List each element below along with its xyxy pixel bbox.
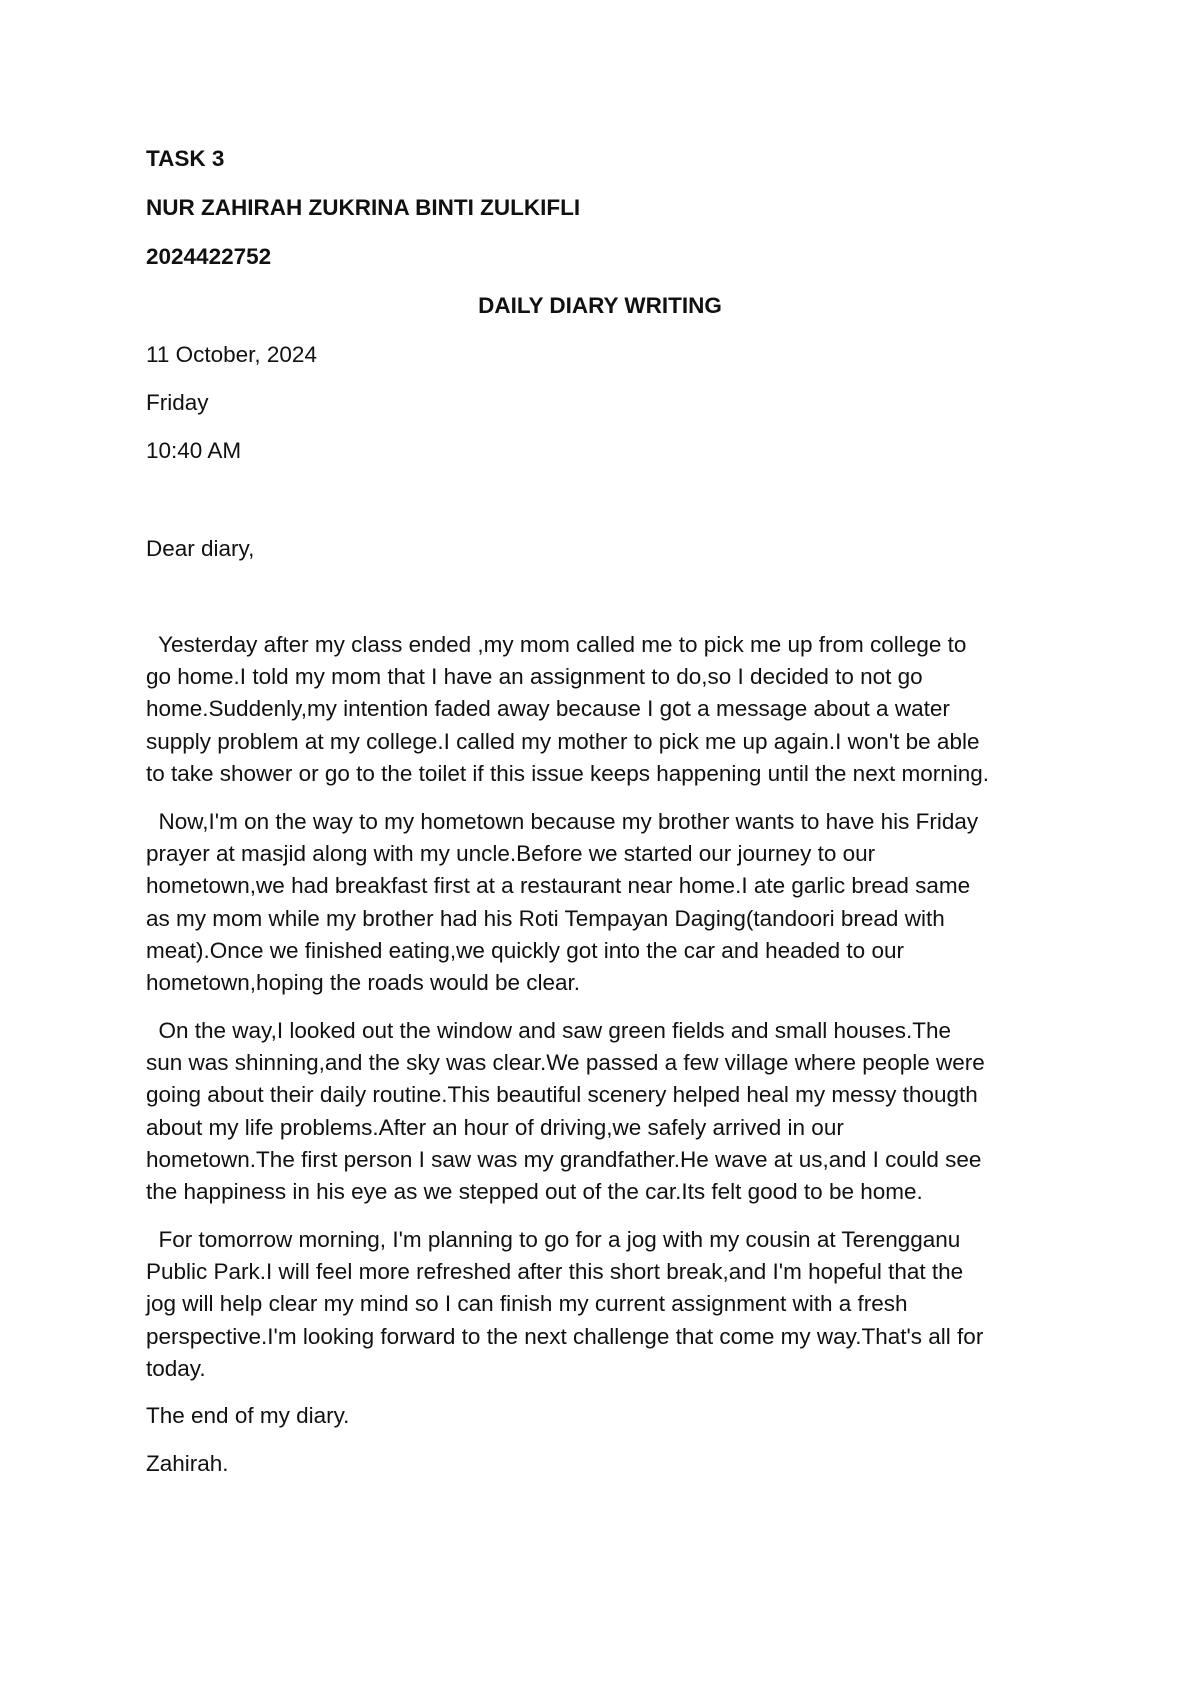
paragraph-line: perspective.I'm looking forward to the next challenge that come my way.That's all for [146, 1323, 984, 1349]
paragraph-line: go home.I told my mom that I have an assignment to do,so I decided to not go [146, 664, 923, 690]
paragraph-line: On the way,I looked out the window and saw green fields and small houses.The [146, 1018, 952, 1043]
paragraph-line: hometown.The first person I saw was my grandfather.He wave at us,and I could see [146, 1146, 982, 1172]
greeting: Dear diary, [146, 536, 255, 561]
paragraph-line: sun was shinning,and the sky was clear.We passed a few village where people were [146, 1050, 985, 1076]
paragraph-line: home.Suddenly,my intention faded away because I got a message about a water [146, 696, 950, 722]
paragraph-line: today. [146, 1355, 206, 1381]
entry-day: Friday [146, 390, 209, 415]
paragraph-line: jog will help clear my mind so I can finish my current assignment with a fresh [146, 1291, 908, 1317]
paragraph-line: as my mom while my brother had his Roti Tempayan Daging(tandoori bread with [146, 905, 945, 931]
entry-time: 10:40 AM [146, 438, 242, 463]
paragraph-line: supply problem at my college.I called my mother to pick me up again.I won't be able [146, 728, 980, 754]
paragraph-line: Now,I'm on the way to my hometown because my brother wants to have his Friday [146, 809, 979, 834]
paragraph-line: prayer at masjid along with my uncle.Before we started our journey to our [146, 841, 876, 867]
document-title: DAILY DIARY WRITING [478, 293, 722, 318]
paragraph-1 [146, 629, 1066, 790]
closing-line: The end of my diary. [146, 1403, 350, 1428]
paragraph-line: the happiness in his eye as we stepped out of the car.Its felt good to be home. [146, 1179, 923, 1205]
paragraph-line: hometown,hoping the roads would be clear. [146, 970, 581, 996]
paragraph-4 [146, 1224, 1066, 1385]
entry-date: 11 October, 2024 [146, 342, 317, 367]
paragraph-line: For tomorrow morning, I'm planning to go for a jog with my cousin at Terengganu [146, 1227, 961, 1252]
paragraph-line: going about their daily routine.This beautiful scenery helped heal my messy thougth [146, 1082, 978, 1108]
task-label: TASK 3 [146, 146, 225, 171]
student-id: 2024422752 [146, 244, 272, 269]
paragraph-line: meat).Once we finished eating,we quickly got into the car and headed to our [146, 937, 904, 963]
paragraph-line: about my life problems.After an hour of driving,we safely arrived in our [146, 1114, 844, 1140]
paragraph-line: to take shower or go to the toilet if this issue keeps happening until the next morning. [146, 760, 990, 786]
signature: Zahirah. [146, 1451, 229, 1476]
paragraph-line: Public Park.I will feel more refreshed after this short break,and I'm hopeful that the [146, 1259, 964, 1285]
student-name: NUR ZAHIRAH ZUKRINA BINTI ZULKIFLI [146, 195, 581, 220]
paragraph-2 [146, 806, 1066, 999]
paragraph-line: Yesterday after my class ended ,my mom called me to pick me up from college to [146, 632, 967, 657]
paragraph-line: hometown,we had breakfast first at a restaurant near home.I ate garlic bread same [146, 873, 971, 899]
paragraph-3 [146, 1015, 1066, 1208]
